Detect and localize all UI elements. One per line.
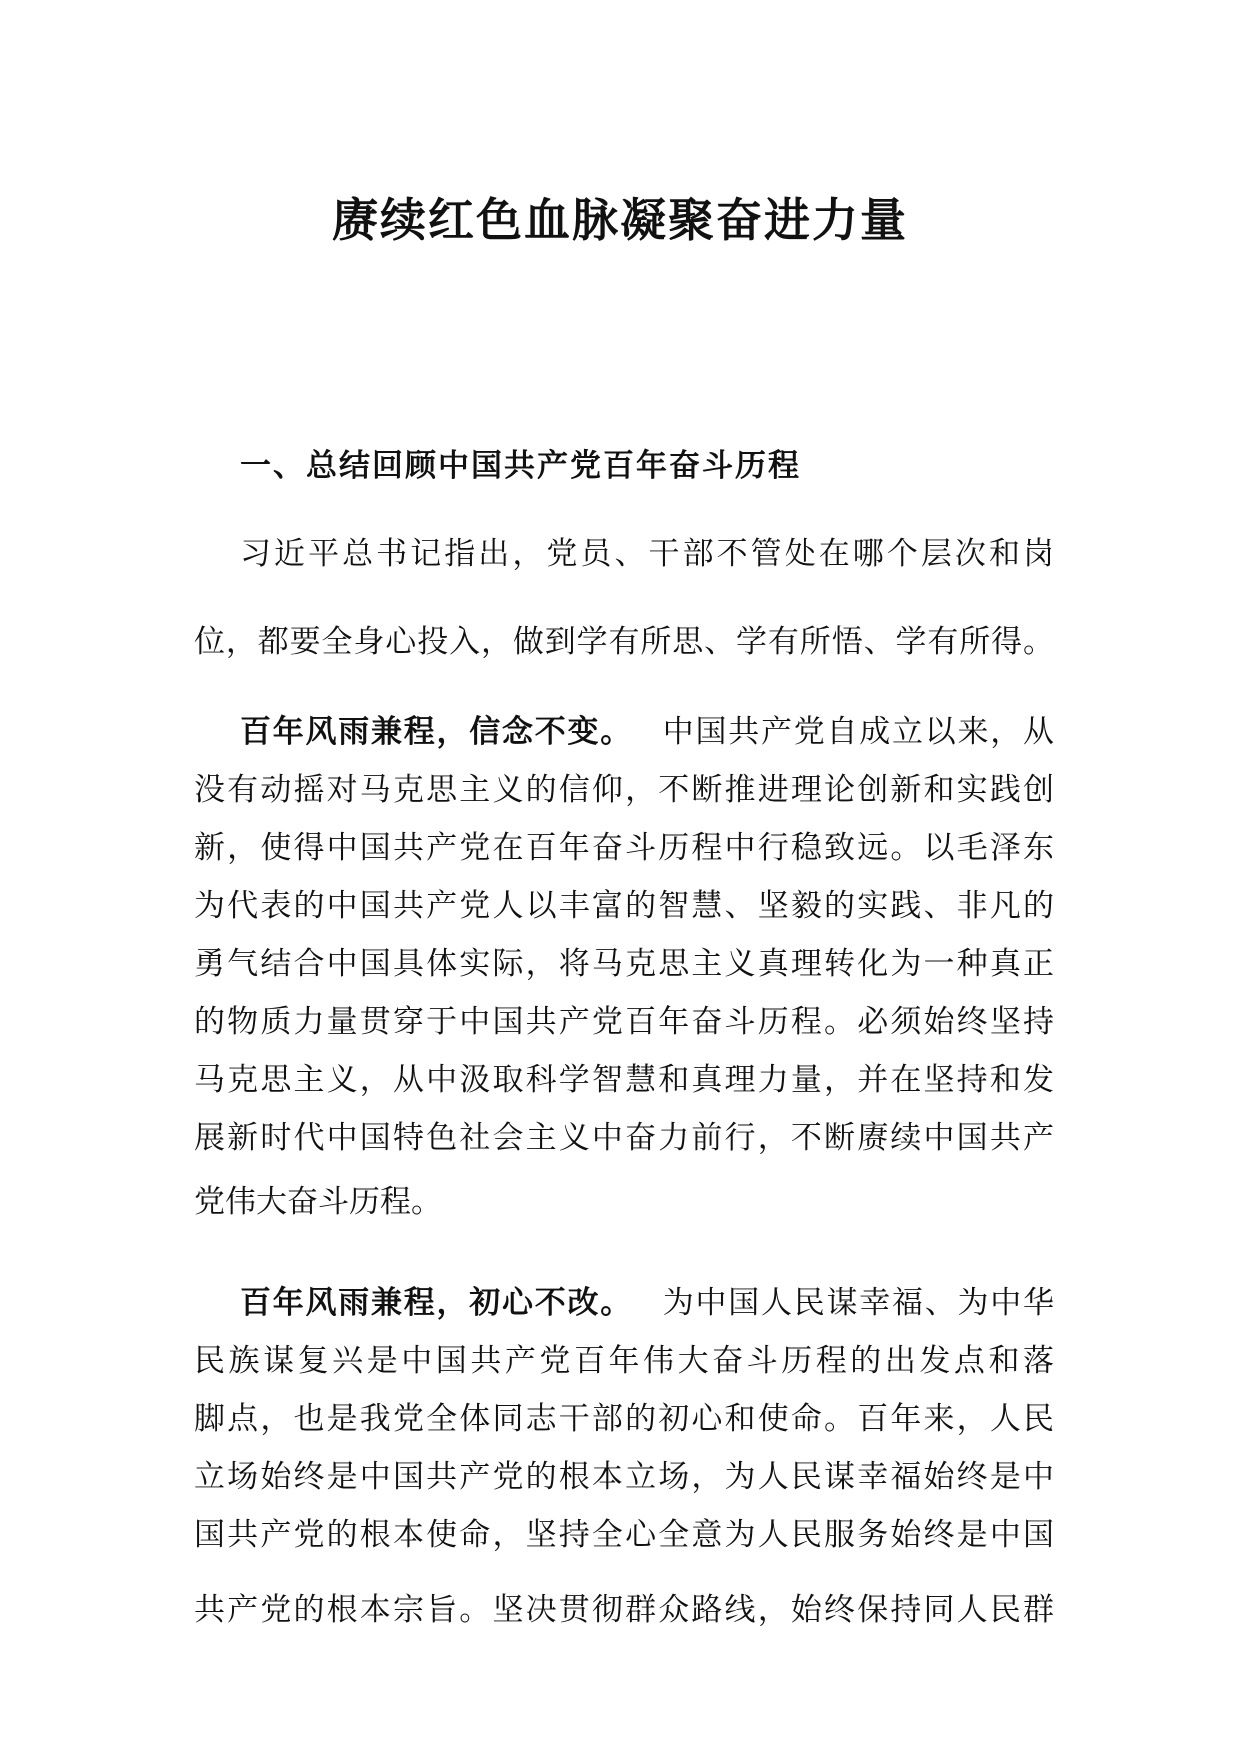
para1-line: 马克思主义，从中汲取科学智慧和真理力量，并在坚持和发 — [194, 1062, 1054, 1098]
para1-line: 新，使得中国共产党在百年奋斗历程中行稳致远。以毛泽东 — [194, 830, 1054, 866]
para2-line: 脚点，也是我党全体同志干部的初心和使命。百年来，人民 — [194, 1401, 1054, 1437]
para2-line: 立场始终是中国共产党的根本立场，为人民谋幸福始终是中 — [194, 1459, 1054, 1495]
para2-first-line — [240, 1283, 1054, 1323]
intro-line-2: 位，都要全身心投入，做到学有所思、学有所悟、学有所得。 — [194, 624, 1054, 660]
para1-line: 没有动摇对马克思主义的信仰，不断推进理论创新和实践创 — [194, 772, 1054, 808]
para1-line: 为代表的中国共产党人以丰富的智慧、坚毅的实践、非凡的 — [194, 888, 1054, 924]
para1-lead: 百年风雨兼程，信念不变。 — [240, 714, 633, 750]
section-heading: 一、总结回顾中国共产党百年奋斗历程 — [240, 448, 801, 484]
para1-first-line-rest: 中国共产党自成立以来，从 — [661, 714, 1054, 750]
para2-line: 共产党的根本宗旨。坚决贯彻群众路线，始终保持同人民群 — [194, 1592, 1054, 1628]
intro-line-1: 习近平总书记指出，党员、干部不管处在哪个层次和岗 — [240, 536, 1054, 572]
para1-first-line — [240, 712, 1054, 752]
para1-line: 的物质力量贯穿于中国共产党百年奋斗历程。必须始终坚持 — [194, 1004, 1054, 1040]
para2-first-line-rest: 为中国人民谋幸福、为中华 — [661, 1285, 1054, 1321]
para2-lead: 百年风雨兼程，初心不改。 — [240, 1285, 633, 1321]
document-title: 赓续红色血脉凝聚奋进力量 — [332, 193, 908, 247]
para1-line: 党伟大奋斗历程。 — [194, 1184, 442, 1220]
para1-line: 勇气结合中国具体实际，将马克思主义真理转化为一种真正 — [194, 946, 1054, 982]
para1-line: 展新时代中国特色社会主义中奋力前行，不断赓续中国共产 — [194, 1120, 1054, 1156]
para2-line: 民族谋复兴是中国共产党百年伟大奋斗历程的出发点和落 — [194, 1343, 1054, 1379]
para2-line: 国共产党的根本使命，坚持全心全意为人民服务始终是中国 — [194, 1517, 1054, 1553]
